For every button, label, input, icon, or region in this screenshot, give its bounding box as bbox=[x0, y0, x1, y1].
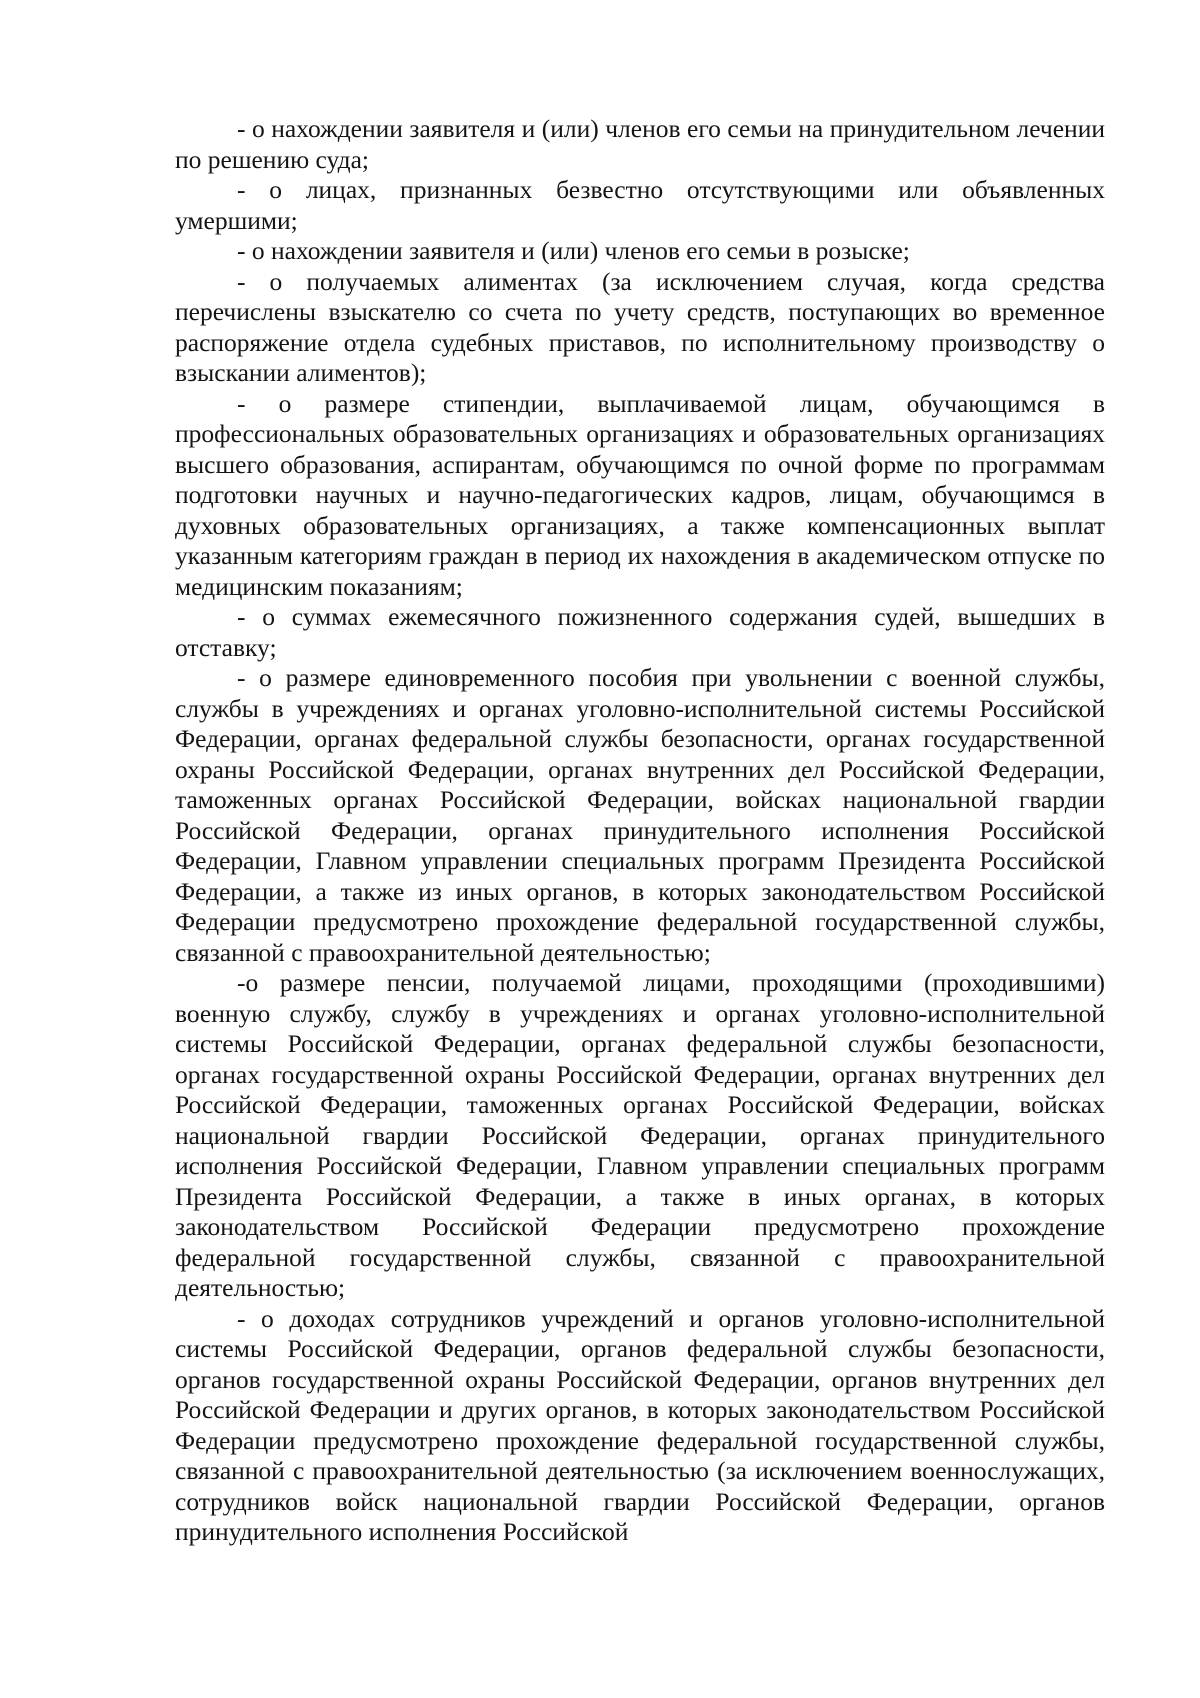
paragraph-severance-allowance: - о размере единовременного пособия при увольнении с военной службы, службы в учреждениях и органах уголовно-исполнительной системы Российской Федерации, органах федеральной службы безопасности, органах государственной охраны Российской Федерации, органах внутренних дел Российской Федерации, таможенных органах Российской Федерации, войсках национальной гвардии Российской Федерации, органах принудительного исполнения Российской Федерации, Главном управлении специальных программ Президента Российской Федерации, а также из иных органов, в которых законодательством Российской Федерации предусмотрено прохождение федеральной государственной службы, связанной с правоохранительной деятельностью; bbox=[175, 663, 1105, 967]
paragraph-missing-or-deceased: - о лицах, признанных безвестно отсутствующими или объявленных умершими; bbox=[175, 175, 1105, 235]
paragraph-pension: -о размере пенсии, получаемой лицами, проходящими (проходившими) военную службу, службу в учреждениях и органах уголовно-исполнительной системы Российской Федерации, органах федеральной службы безопасности, органах государственной охраны Российской Федерации, органах внутренних дел Российской Федерации, таможенных органах Российской Федерации, войсках национальной гвардии Российской Федерации, органах принудительного исполнения Российской Федерации, Главном управлении специальных программ Президента Российской Федерации, а также в иных органах, в которых законодательством Российской Федерации предусмотрено прохождение федеральной государственной службы, связанной с правоохранительной деятельностью; bbox=[175, 968, 1105, 1302]
paragraph-judges-allowance: - о суммах ежемесячного пожизненного содержания судей, вышедших в отставку; bbox=[175, 602, 1105, 662]
document-body bbox=[175, 114, 1105, 1548]
paragraph-compulsory-treatment: - о нахождении заявителя и (или) членов его семьи на принудительном лечении по решению суда; bbox=[175, 114, 1105, 174]
paragraph-wanted-search: - о нахождении заявителя и (или) членов его семьи в розыске; bbox=[237, 236, 910, 265]
paragraph-stipend: - о размере стипендии, выплачиваемой лицам, обучающимся в профессиональных образовательных организациях и образовательных организациях высшего образования, аспирантам, обучающимся по очной форме по программам подготовки научных и научно-педагогических кадров, лицам, обучающимся в духовных образовательных организациях, а также компенсационных выплат указанным категориям граждан в период их нахождения в академическом отпуске по медицинским показаниям; bbox=[175, 388, 1105, 601]
paragraph-employee-income: - о доходах сотрудников учреждений и органов уголовно-исполнительной системы Российской Федерации, органов федеральной службы безопасности, органов государственной охраны Российской Федерации, органов внутренних дел Российской Федерации и других органов, в которых законодательством Российской Федерации предусмотрено прохождение федеральной государственной службы, связанной с правоохранительной деятельностью (за исключением военнослужащих, сотрудников войск национальной гвардии Российской Федерации, органов принудительного исполнения Российской bbox=[175, 1303, 1105, 1546]
paragraph-alimony: - о получаемых алиментах (за исключением случая, когда средства перечислены взыскателю со счета по учету средств, поступающих во временное распоряжение отдела судебных приставов, по исполнительному производству о взыскании алиментов); bbox=[175, 266, 1105, 387]
